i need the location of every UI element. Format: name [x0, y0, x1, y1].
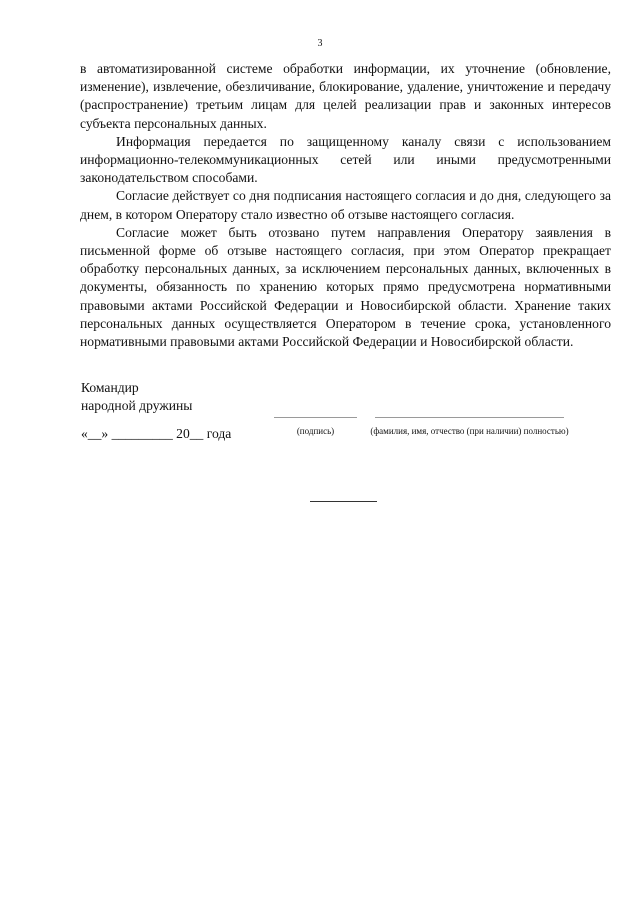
signer-position-line2: народной дружины	[81, 398, 193, 413]
date-field: «__» _________ 20__ года	[81, 426, 232, 441]
paragraph-consent-revocation: Согласие может быть отозвано путем направления Оператору заявления в письменной форме об отзыве настоящего согласия, при этом Оператор прекращает обработку персональных данных, за исключением персональных данных, включенных в документы, обязанность по хранению которых прямо предусмотрена нормативными правовыми актами Российской Федерации и Новосибирской области. Хранение таких персональных данных осуществляется Оператором в течение срока, установленного нормативными правовыми актами Российской Федерации и Новосибирской области.	[80, 224, 611, 350]
signer-position-line1: Командир	[81, 380, 139, 395]
paragraph-transfer-info: Информация передается по защищенному каналу связи с использованием информационно-телекоммуникационных сетей или иными предусмотренными законодательством способами.	[80, 133, 611, 186]
page-number: 3	[317, 38, 323, 49]
signature-caption: (подпись)	[296, 426, 335, 436]
document-body	[80, 60, 611, 351]
signature-line	[274, 417, 357, 418]
full-name-line	[375, 417, 564, 418]
paragraph-continuation: в автоматизированной системе обработки информации, их уточнение (обновление, изменение), извлечение, обезличивание, блокирование, удаление, уничтожение и передачу (распространение) третьим лицам для целей реализации прав и законных интересов субъекта персональных данных.	[80, 61, 611, 131]
paragraph-consent-validity: Согласие действует со дня подписания настоящего согласия и до дня, следующего за днем, в котором Оператору стало известно об отзыве настоящего согласия.	[80, 188, 611, 222]
full-name-caption: (фамилия, имя, отчество (при наличии) полностью)	[370, 426, 569, 436]
document-end-line	[310, 501, 377, 502]
